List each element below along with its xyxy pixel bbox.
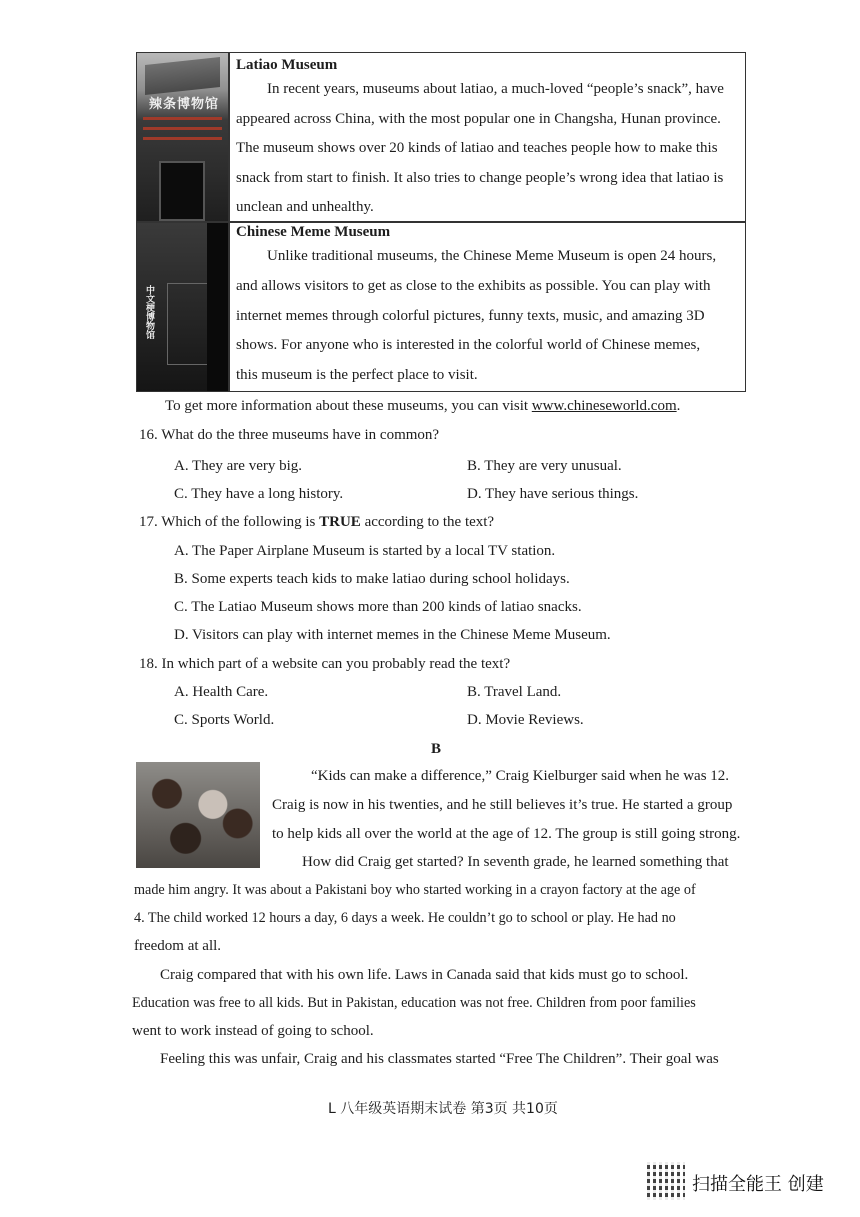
passage-b-line-4: How did Craig get started? In seventh grade, he learned something that <box>302 854 729 870</box>
museum-table <box>136 52 746 392</box>
meme-line-4: shows. For anyone who is interested in the colorful world of Chinese memes, <box>236 337 701 353</box>
question-17-stem: 17. Which of the following is TRUE according to the text? <box>139 514 495 530</box>
question-16-option-b: B. They are very unusual. <box>467 458 622 474</box>
question-16-stem: 16. What do the three museums have in common? <box>139 427 440 443</box>
latiao-line-2: appeared across China, with the most popular one in Changsha, Hunan province. <box>236 111 721 127</box>
latiao-line-3: The museum shows over 20 kinds of latiao and teaches people how to make this <box>236 140 718 156</box>
question-17-option-c: C. The Latiao Museum shows more than 200 kinds of latiao snacks. <box>174 599 582 615</box>
more-info-line: To get more information about these museums, you can visit www.chineseworld.com. <box>165 398 681 414</box>
question-18-option-d: D. Movie Reviews. <box>467 712 584 728</box>
question-17-option-d: D. Visitors can play with internet memes in the Chinese Meme Museum. <box>174 627 611 643</box>
page-footer-label: L 八年级英语期末试卷 第3页 共10页 <box>328 1101 558 1117</box>
passage-b-line-9: Education was free to all kids. But in Pakistan, education was not free. Children from poor families <box>132 995 696 1011</box>
museum-website-link[interactable]: www.chineseworld.com <box>531 398 677 414</box>
passage-b-line-3: to help kids all over the world at the age of 12. The group is still going strong. <box>272 826 741 842</box>
passage-b-line-7: freedom at all. <box>134 938 222 954</box>
kids-group-photo <box>136 762 260 868</box>
question-17-option-a: A. The Paper Airplane Museum is started by a local TV station. <box>174 543 556 559</box>
question-18-option-b: B. Travel Land. <box>467 684 562 700</box>
meme-line-2: and allows visitors to get as close to the exhibits as possible. You can play with <box>236 278 711 294</box>
meme-museum-title: Chinese Meme Museum <box>236 224 391 240</box>
passage-b-line-6: 4. The child worked 12 hours a day, 6 days a week. He couldn’t go to school or play. He had no <box>134 910 676 926</box>
passage-b-line-8: Craig compared that with his own life. Laws in Canada said that kids must go to school. <box>160 967 689 983</box>
passage-b-line-10: went to work instead of going to school. <box>132 1023 374 1039</box>
passage-b-line-1: “Kids can make a difference,” Craig Kielburger said when he was 12. <box>311 768 730 784</box>
meme-line-1: Unlike traditional museums, the Chinese Meme Museum is open 24 hours, <box>267 248 717 264</box>
question-16-option-a: A. They are very big. <box>174 458 303 474</box>
meme-line-3: internet memes through colorful pictures, funny texts, music, and amazing 3D <box>236 308 705 324</box>
question-17-option-b: B. Some experts teach kids to make latiao during school holidays. <box>174 571 570 587</box>
scanner-brand-label: 扫描全能王 创建 <box>692 1174 824 1195</box>
latiao-line-5: unclean and unhealthy. <box>236 199 374 215</box>
latiao-photo-sign: 辣条博物馆 <box>149 97 220 112</box>
latiao-museum-photo <box>137 53 228 221</box>
latiao-line-1: In recent years, museums about latiao, a much-loved “people’s snack”, have <box>267 81 724 97</box>
meme-photo-sign: 中文梗博物馆 <box>144 285 154 339</box>
passage-b-line-5: made him angry. It was about a Pakistani boy who started working in a crayon factory at the age of <box>134 882 696 898</box>
question-18-option-a: A. Health Care. <box>174 684 269 700</box>
question-16-option-c: C. They have a long history. <box>174 486 344 502</box>
latiao-line-4: snack from start to finish. It also tries to change people’s wrong idea that latiao is <box>236 170 724 186</box>
qr-code-icon <box>647 1162 685 1200</box>
latiao-museum-title: Latiao Museum <box>236 57 338 73</box>
question-18-option-c: C. Sports World. <box>174 712 275 728</box>
section-b-heading: B <box>431 741 442 757</box>
meme-museum-photo <box>137 223 228 391</box>
meme-line-5: this museum is the perfect place to visit. <box>236 367 478 383</box>
passage-b-line-2: Craig is now in his twenties, and he still believes it’s true. He started a group <box>272 797 733 813</box>
question-16-option-d: D. They have serious things. <box>467 486 639 502</box>
passage-b-line-11: Feeling this was unfair, Craig and his classmates started “Free The Children”. Their goal was <box>160 1051 719 1067</box>
question-18-stem: 18. In which part of a website can you probably read the text? <box>139 656 511 672</box>
